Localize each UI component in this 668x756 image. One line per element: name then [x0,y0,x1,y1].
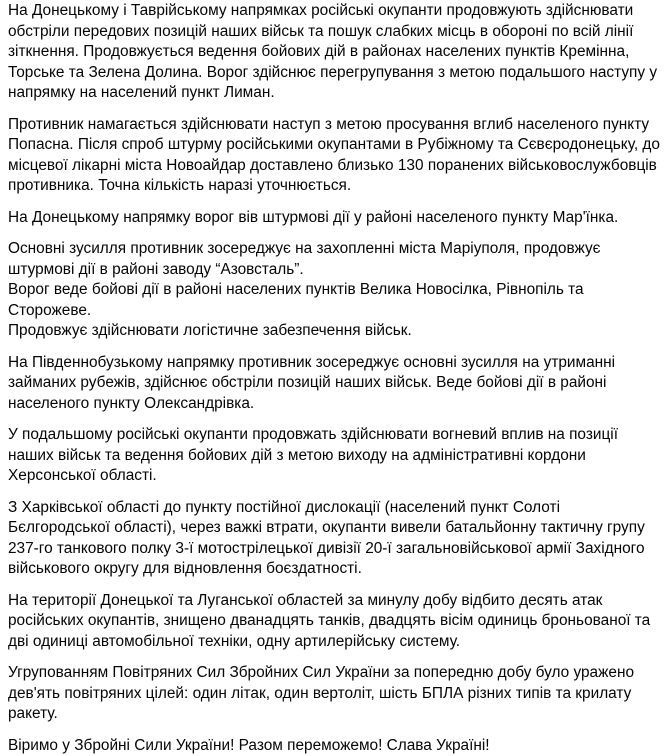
paragraph-kherson: У подальшому російські окупанти продовжать здійснювати вогневий вплив на позиції наших військ та ведення бойових дій з метою виходу на адміністративні кордони Херсонської області. [8,425,660,487]
paragraph-closing: Віримо у Збройні Сили України! Разом переможемо! Слава Україні! [8,736,660,756]
paragraph-air-force: Угрупованням Повітряних Сил Збройних Сил України за попередню добу було уражено дев'ять повітряних цілей: один літак, один вертоліт, шість БПЛА різних типів та крилату ракету. [8,663,660,725]
paragraph-popasna: Противник намагається здійснювати наступ з метою просування вглиб населеного пункту Попасна. Після спроб штурму російськими окупантами в Рубіжному та Сєвєродонецьку, до місцевої лікарні міста Новоайдар доставлено близько 130 поранених військовослужбовців противника. Точна кількість наразі уточнюється. [8,115,660,197]
paragraph-kharkiv: З Харківської області до пункту постійної дислокації (населений пункт Солоті Бєлгородської області), через важкі втрати, окупанти вивели батальйонну тактичну групу 237-го танкового полку 3-ї мотострілецької дивізії 20-ї загальновійськової армії Західного військового округу для відновлення боєздатності. [8,498,660,580]
paragraph-pivdennobuzkyi: На Південнобузькому напрямку противник зосереджує основні зусилля на утриманні займаних рубежів, здійснює обстріли позицій наших військ. Веде бойові дії в районі населеного пункту Олександрівка. [8,353,660,415]
paragraph-donetsk-tavria: На Донецькому і Таврійському напрямках російські окупанти продовжують здійснювати обстріли передових позицій наших військ та пошук слабких місць в обороні по всій лінії зіткнення. Продовжується ведення бойових дій в районах населених пунктів Кремінна, Торське та Зелена Долина. Ворог здійснює перегрупування з метою подальшого наступу у напрямку на населений пункт Лиман. [8,1,660,104]
paragraph-mariupol: Основні зусилля противник зосереджує на захопленні міста Маріуполя, продовжує штурмові дії в районі заводу “Азовсталь”. Ворог веде бойові дії в районі населених пунктів Велика Новосілка, Рівнопіль та Сторожеве. Продовжує здійснювати логістичне забезпечення військ. [8,239,660,342]
paragraph-donetsk-luhansk-losses: На території Донецької та Луганської областей за минулу добу відбито десять атак російських окупантів, знищено дванадцять танків, двадцять вісім одиниць броньованої та дві одиниці автомобільної техніки, одну артилерійську систему. [8,591,660,653]
paragraph-marinka: На Донецькому напрямку ворог вів штурмові дії у районі населеного пункту Мар'їнка. [8,208,660,229]
